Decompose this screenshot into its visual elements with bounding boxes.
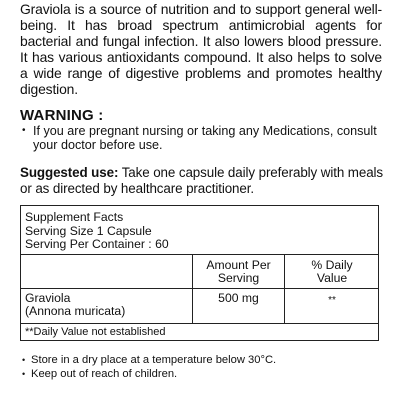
warning-item [22, 124, 382, 152]
table-divider [21, 323, 378, 324]
ingredient-amount: 500 mg [218, 291, 259, 305]
list-item: • Store in a dry place at a temperature below 30°C. [22, 354, 277, 366]
ingredient-daily-value: ** [328, 295, 336, 306]
supplement-facts-table [20, 205, 379, 341]
suggested-use-label: Suggested use: [20, 165, 119, 180]
supplement-facts-title: Supplement Facts [25, 210, 124, 224]
suggested-use [20, 165, 384, 197]
servings-per-container: Serving Per Container : 60 [25, 237, 169, 251]
daily-value-column-header: % Daily Value [311, 258, 353, 285]
bullet-icon: • [22, 368, 26, 379]
storage-instructions [22, 354, 382, 381]
serving-size: Serving Size 1 Capsule [25, 223, 152, 238]
list-item: • Keep out of reach of children. [22, 367, 178, 380]
daily-value-footnote: **Daily Value not established [25, 326, 166, 338]
table-divider [21, 288, 378, 289]
bullet-icon: • [22, 355, 26, 365]
bullet-icon: • [22, 125, 26, 136]
suggested-use-text: Take one capsule daily preferably with meals or as directed by healthcare practitioner. [20, 165, 384, 196]
warning-title: WARNING : [20, 107, 104, 124]
intro-paragraph: Graviola is a source of nutrition and to support general well-being. It has broad spectrum antimicrobial agents for bacterial and fungal infection. It also lowers blood pressure. It has various antioxidants compound. It also helps to solve a wide range of digestive problems and promotes healthy digestion. [20, 1, 382, 97]
ingredient-name: Graviola (Annona muricata) [25, 291, 126, 318]
table-divider [21, 254, 378, 255]
supplement-facts-header [25, 211, 169, 252]
warning-text: If you are pregnant nursing or taking any Medications, consult your doctor before use. [33, 124, 377, 152]
amount-column-header: Amount Per Serving [206, 258, 271, 285]
